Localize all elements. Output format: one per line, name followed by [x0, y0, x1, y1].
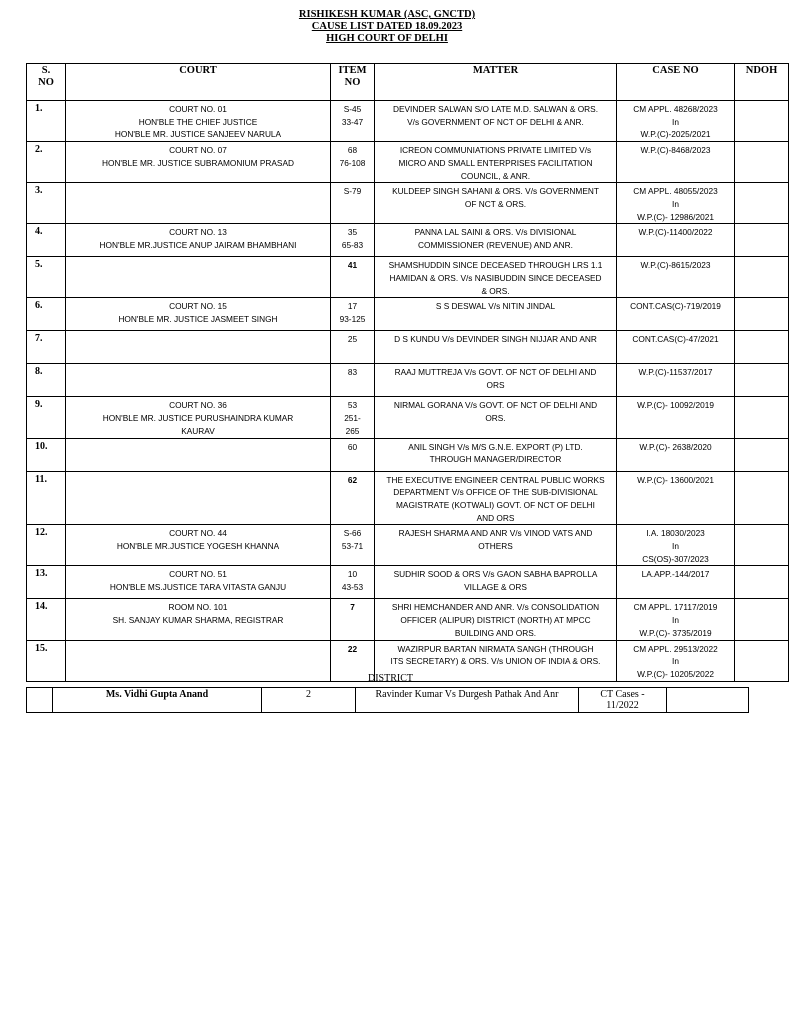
- header-case-no: CASE NO: [617, 64, 735, 101]
- row-case-no: W.P.(C)-8615/2023: [617, 257, 735, 298]
- row-matter: THE EXECUTIVE ENGINEER CENTRAL PUBLIC WORKS DEPARTMENT V/s OFFICE OF THE SUB-DIVISIONAL MAGISTRATE (KOTWALI) GOVT. OF NCT OF DELHI AND ORS: [375, 471, 617, 525]
- row-ndoh: [735, 525, 789, 566]
- row-court: [66, 183, 331, 224]
- table-row: [27, 101, 789, 142]
- header-item: ITEM NO: [331, 64, 375, 101]
- row-ndoh: [735, 142, 789, 183]
- row-item-no: 35 65-83: [331, 224, 375, 257]
- row-item-no: 60: [331, 438, 375, 471]
- row-matter: WAZIRPUR BARTAN NIRMATA SANGH (THROUGH ITS SECRETARY) & ORS. V/s UNION OF INDIA & ORS.: [375, 640, 617, 681]
- row-ndoh: [735, 331, 789, 364]
- row-item-no: 53 251- 265: [331, 397, 375, 438]
- row-ndoh: [735, 566, 789, 599]
- cause-list-table: [26, 63, 789, 682]
- row-sno: 12.: [27, 525, 66, 566]
- row-case-no: W.P.(C)-11400/2022: [617, 224, 735, 257]
- row-case-no: CONT.CAS(C)-47/2021: [617, 331, 735, 364]
- row-sno: 11.: [27, 471, 66, 525]
- row-item-no: 17 93-125: [331, 298, 375, 331]
- table-row: [27, 331, 789, 364]
- row-case-no: LA.APP.-144/2017: [617, 566, 735, 599]
- header-ndoh: NDOH: [735, 64, 789, 101]
- table-body: [27, 101, 789, 682]
- table-row: [27, 525, 789, 566]
- row-matter: S S DESWAL V/s NITIN JINDAL: [375, 298, 617, 331]
- row-ndoh: [735, 397, 789, 438]
- table-row: [27, 142, 789, 183]
- row-matter: DEVINDER SALWAN S/O LATE M.D. SALWAN & ORS. V/s GOVERNMENT OF NCT OF DELHI & ANR.: [375, 101, 617, 142]
- row-ndoh: [735, 183, 789, 224]
- row-sno: 5.: [27, 257, 66, 298]
- row-matter: ICREON COMMUNIATIONS PRIVATE LIMITED V/s MICRO AND SMALL ENTERPRISES FACILITATION COUNCIL, & ANR.: [375, 142, 617, 183]
- table-header-row: [27, 64, 789, 101]
- row-sno: 10.: [27, 438, 66, 471]
- table-row: [27, 183, 789, 224]
- row-case-no: W.P.(C)- 10092/2019: [617, 397, 735, 438]
- row-sno: 4.: [27, 224, 66, 257]
- row-item-no: 62: [331, 471, 375, 525]
- row-ndoh: [735, 364, 789, 397]
- row-case-no: CM APPL. 17117/2019 In W.P.(C)- 3735/2019: [617, 599, 735, 640]
- row-sno: 2.: [27, 142, 66, 183]
- row-case-no: CM APPL. 48055/2023 In W.P.(C)- 12986/2021: [617, 183, 735, 224]
- row-sno: 15.: [27, 640, 66, 681]
- row-matter: KULDEEP SINGH SAHANI & ORS. V/s GOVERNMENT OF NCT & ORS.: [375, 183, 617, 224]
- row-matter: SHRI HEMCHANDER AND ANR. V/s CONSOLIDATION OFFICER (ALIPUR) DISTRICT (NORTH) AT MPCC BUILDING AND ORS.: [375, 599, 617, 640]
- row-case-no: CM APPL. 29513/2022 In W.P.(C)- 10205/2022: [617, 640, 735, 681]
- row-matter: SUDHIR SOOD & ORS V/s GAON SABHA BAPROLLA VILLAGE & ORS: [375, 566, 617, 599]
- row-court: ROOM NO. 101 SH. SANJAY KUMAR SHARMA, REGISTRAR: [66, 599, 331, 640]
- row-matter: RAAJ MUTTREJA V/s GOVT. OF NCT OF DELHI AND ORS: [375, 364, 617, 397]
- row-case-no: I.A. 18030/2023 In CS(OS)-307/2023: [617, 525, 735, 566]
- row-ndoh: [735, 471, 789, 525]
- row-matter: NIRMAL GORANA V/s GOVT. OF NCT OF DELHI AND ORS.: [375, 397, 617, 438]
- row-ndoh: [735, 438, 789, 471]
- header-matter: MATTER: [375, 64, 617, 101]
- row-court: COURT NO. 15 HON'BLE MR. JUSTICE JASMEET SINGH: [66, 298, 331, 331]
- row-ndoh: [735, 599, 789, 640]
- counsel-name: RISHIKESH KUMAR (ASC, GNCTD): [298, 9, 476, 20]
- row-case-no: CONT.CAS(C)-719/2019: [617, 298, 735, 331]
- district-table: [26, 687, 749, 713]
- row-item-no: 41: [331, 257, 375, 298]
- court-name: HIGH COURT OF DELHI: [326, 33, 448, 44]
- table-row: [27, 397, 789, 438]
- row-court: [66, 438, 331, 471]
- document-header: [0, 9, 774, 45]
- row-sno: 14.: [27, 599, 66, 640]
- row-matter: RAJESH SHARMA AND ANR V/s VINOD VATS AND OTHERS: [375, 525, 617, 566]
- district-matter: Ravinder Kumar Vs Durgesh Pathak And Anr: [356, 688, 579, 713]
- row-ndoh: [735, 298, 789, 331]
- row-case-no: W.P.(C)-8468/2023: [617, 142, 735, 183]
- district-label: DISTRICT: [368, 673, 413, 684]
- row-case-no: W.P.(C)- 2638/2020: [617, 438, 735, 471]
- row-case-no: CM APPL. 48268/2023 In W.P.(C)-2025/2021: [617, 101, 735, 142]
- row-court: COURT NO. 13 HON'BLE MR.JUSTICE ANUP JAIRAM BHAMBHANI: [66, 224, 331, 257]
- row-court: COURT NO. 36 HON'BLE MR. JUSTICE PURUSHAINDRA KUMAR KAURAV: [66, 397, 331, 438]
- row-item-no: 83: [331, 364, 375, 397]
- row-case-no: W.P.(C)-11537/2017: [617, 364, 735, 397]
- district-judge: Ms. Vidhi Gupta Anand: [53, 688, 262, 713]
- row-ndoh: [735, 640, 789, 681]
- row-item-no: 7: [331, 599, 375, 640]
- row-item-no: 25: [331, 331, 375, 364]
- row-court: COURT NO. 51 HON'BLE MS.JUSTICE TARA VITASTA GANJU: [66, 566, 331, 599]
- header-sno: S. NO: [27, 64, 66, 101]
- header-court: COURT: [66, 64, 331, 101]
- table-row: [27, 364, 789, 397]
- table-row: [27, 257, 789, 298]
- table-row: [27, 298, 789, 331]
- row-court: COURT NO. 01 HON'BLE THE CHIEF JUSTICE HON'BLE MR. JUSTICE SANJEEV NARULA: [66, 101, 331, 142]
- row-court: COURT NO. 44 HON'BLE MR.JUSTICE YOGESH KHANNA: [66, 525, 331, 566]
- row-item-no: S-45 33-47: [331, 101, 375, 142]
- row-item-no: S-79: [331, 183, 375, 224]
- district-row: [27, 688, 749, 713]
- row-court: [66, 471, 331, 525]
- row-item-no: S-66 53-71: [331, 525, 375, 566]
- table-row: [27, 599, 789, 640]
- district-item: 2: [262, 688, 356, 713]
- district-case-no: CT Cases - 11/2022: [579, 688, 667, 713]
- table-row: [27, 566, 789, 599]
- row-court: [66, 331, 331, 364]
- row-ndoh: [735, 101, 789, 142]
- row-sno: 9.: [27, 397, 66, 438]
- row-court: COURT NO. 07 HON'BLE MR. JUSTICE SUBRAMONIUM PRASAD: [66, 142, 331, 183]
- row-case-no: W.P.(C)- 13600/2021: [617, 471, 735, 525]
- row-item-no: 68 76-108: [331, 142, 375, 183]
- row-court: [66, 257, 331, 298]
- row-ndoh: [735, 257, 789, 298]
- row-sno: 1.: [27, 101, 66, 142]
- row-matter: D S KUNDU V/s DEVINDER SINGH NIJJAR AND ANR: [375, 331, 617, 364]
- row-matter: PANNA LAL SAINI & ORS. V/s DIVISIONAL COMMISSIONER (REVENUE) AND ANR.: [375, 224, 617, 257]
- table-row: [27, 224, 789, 257]
- table-row: [27, 471, 789, 525]
- row-court: [66, 640, 331, 681]
- district-ndoh: [667, 688, 749, 713]
- cause-list-date: CAUSE LIST DATED 18.09.2023: [311, 21, 463, 32]
- row-matter: ANIL SINGH V/s M/S G.N.E. EXPORT (P) LTD. THROUGH MANAGER/DIRECTOR: [375, 438, 617, 471]
- row-sno: 3.: [27, 183, 66, 224]
- row-sno: 8.: [27, 364, 66, 397]
- row-item-no: 22: [331, 640, 375, 681]
- row-matter: SHAMSHUDDIN SINCE DECEASED THROUGH LRS 1.1 HAMIDAN & ORS. V/s NASIBUDDIN SINCE DECEASED & ORS.: [375, 257, 617, 298]
- district-sno: [27, 688, 53, 713]
- row-sno: 13.: [27, 566, 66, 599]
- row-ndoh: [735, 224, 789, 257]
- table-row: [27, 438, 789, 471]
- row-item-no: 10 43-53: [331, 566, 375, 599]
- row-sno: 6.: [27, 298, 66, 331]
- row-sno: 7.: [27, 331, 66, 364]
- row-court: [66, 364, 331, 397]
